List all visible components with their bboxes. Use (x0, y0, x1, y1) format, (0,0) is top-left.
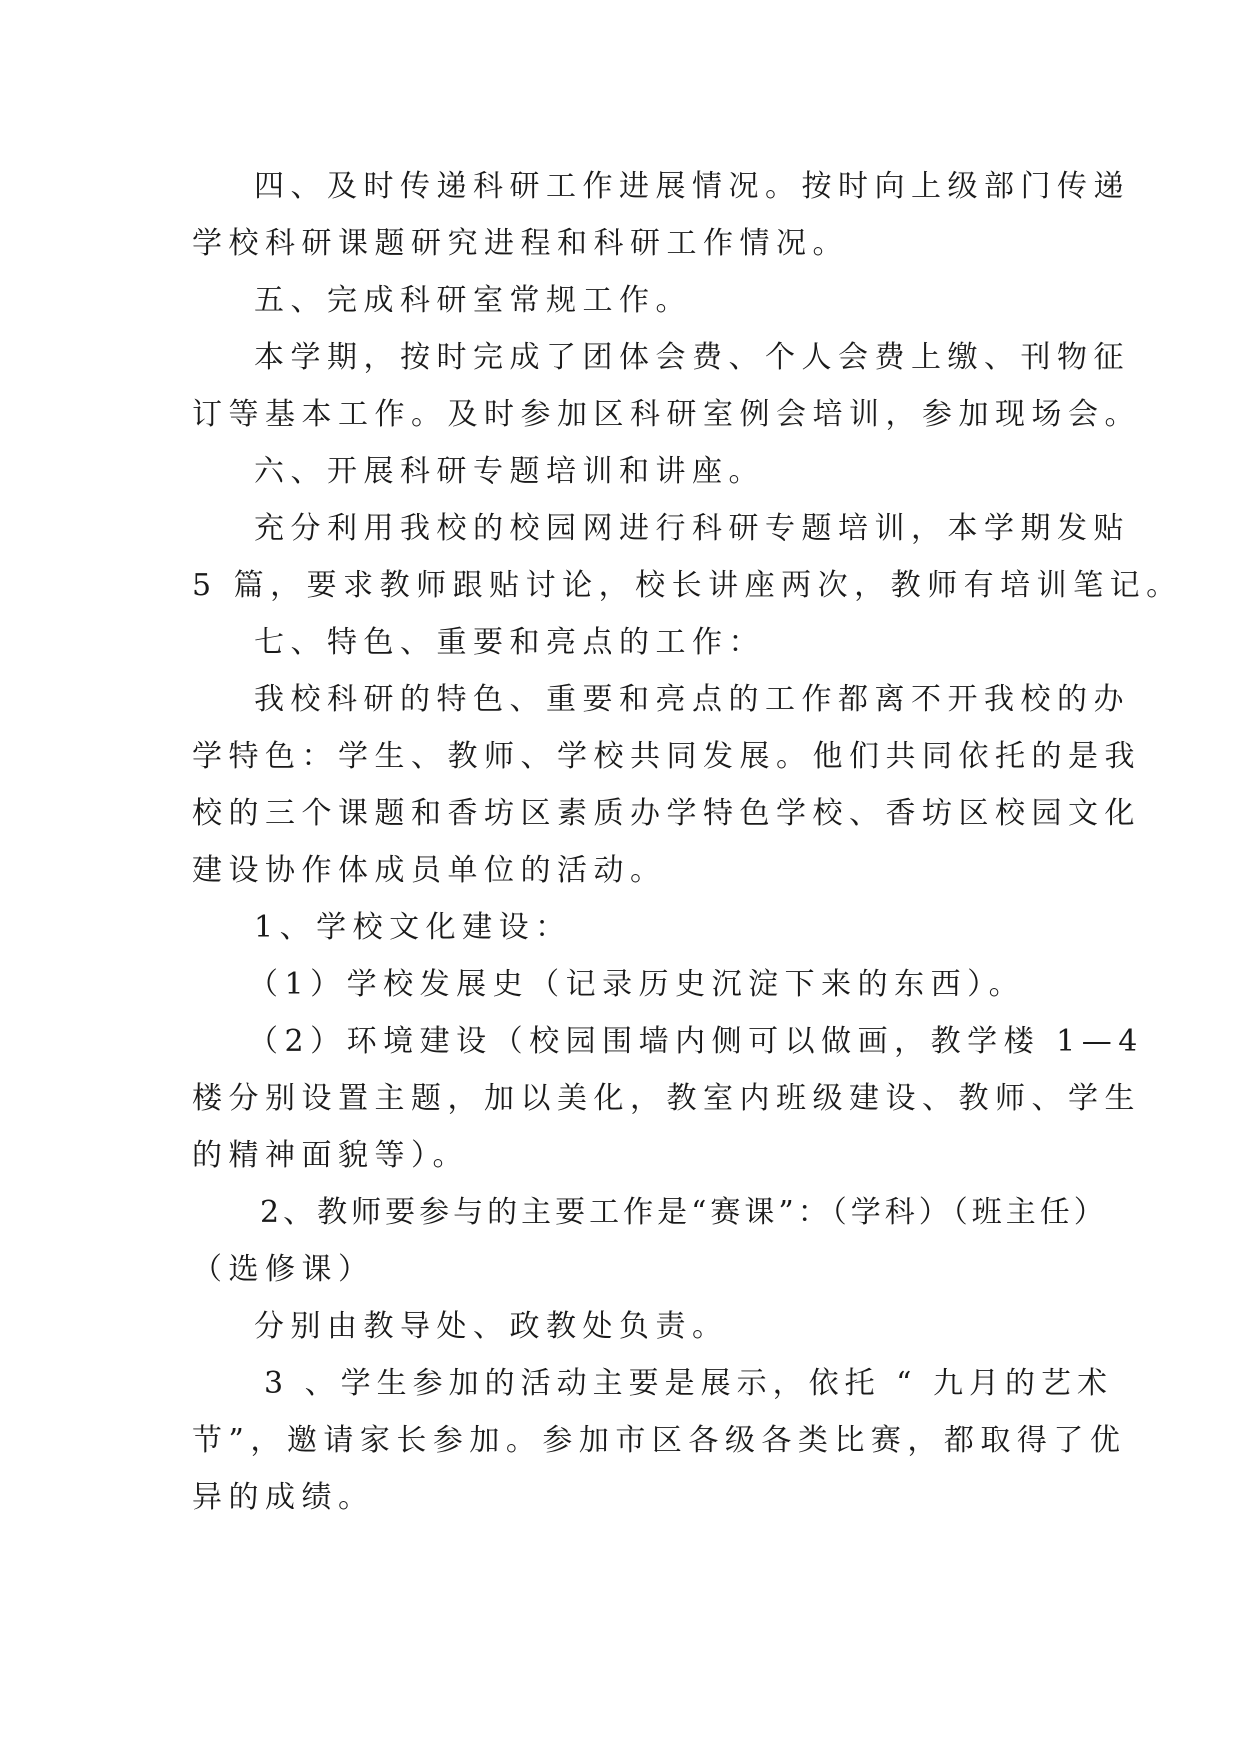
heading-section-7 (192, 614, 1062, 671)
text-line: （2）环境建设（校园围墙内侧可以做画，教学楼 1—4 (248, 1024, 1144, 1059)
text-line: 异的成绩。 (192, 1480, 375, 1515)
text-line: 学校科研课题研究进程和科研工作情况。 (192, 226, 849, 261)
item-1-sub-1 (192, 956, 1062, 1013)
text-line: 3 、学生参加的活动主要是展示，依托 “ 九月的艺术 (264, 1366, 1114, 1401)
paragraph-section-5-body (192, 329, 1141, 443)
text-line: 订等基本工作。及时参加区科研室例会培训，参加现场会。 (192, 397, 1141, 432)
document-body (192, 158, 1183, 1526)
text-line: 充分利用我校的校园网进行科研专题培训，本学期发贴 (254, 511, 1130, 546)
text-line: 楼分别设置主题，加以美化，教室内班级建设、教师、学生 (192, 1081, 1141, 1116)
text-line: 六、开展科研专题培训和讲座。 (254, 454, 765, 489)
text-line: 5 篇，要求教师跟贴讨论，校长讲座两次，教师有培训笔记。 (192, 568, 1183, 603)
paragraph-section-6-body (192, 500, 1183, 614)
text-line: 七、特色、重要和亮点的工作： (254, 625, 765, 660)
item-2-note (192, 1298, 1062, 1355)
text-line: 2、教师要参与的主要工作是“赛课”：（学科）（班主任） (260, 1195, 1108, 1230)
item-3 (192, 1355, 1127, 1526)
paragraph-section-7-body (192, 671, 1141, 899)
text-line: 校的三个课题和香坊区素质办学特色学校、香坊区校园文化 (192, 796, 1141, 831)
text-line: 建设协作体成员单位的活动。 (192, 853, 667, 888)
text-line: 我校科研的特色、重要和亮点的工作都离不开我校的办 (254, 682, 1130, 717)
text-line: 节”，邀请家长参加。参加市区各级各类比赛，都取得了优 (192, 1423, 1127, 1458)
text-line: 学特色：学生、教师、学校共同发展。他们共同依托的是我 (192, 739, 1141, 774)
text-line: 的精神面貌等）。 (192, 1138, 469, 1173)
paragraph-section-4 (192, 158, 1130, 272)
text-line: （选修课） (192, 1252, 375, 1287)
item-1-heading (192, 899, 1062, 956)
text-line: 1、学校文化建设： (254, 910, 572, 945)
text-line: 本学期，按时完成了团体会费、个人会费上缴、刊物征 (254, 340, 1130, 375)
text-line: 五、完成科研室常规工作。 (254, 283, 692, 318)
item-1-sub-2 (192, 1013, 1144, 1184)
text-line: 分别由教导处、政教处负责。 (254, 1309, 729, 1344)
heading-section-5 (192, 272, 1062, 329)
item-2 (192, 1184, 1108, 1298)
heading-section-6 (192, 443, 1062, 500)
text-line: （1）学校发展史（记录历史沉淀下来的东西）。 (248, 967, 1026, 1002)
text-line: 四、及时传递科研工作进展情况。按时向上级部门传递 (254, 169, 1130, 204)
